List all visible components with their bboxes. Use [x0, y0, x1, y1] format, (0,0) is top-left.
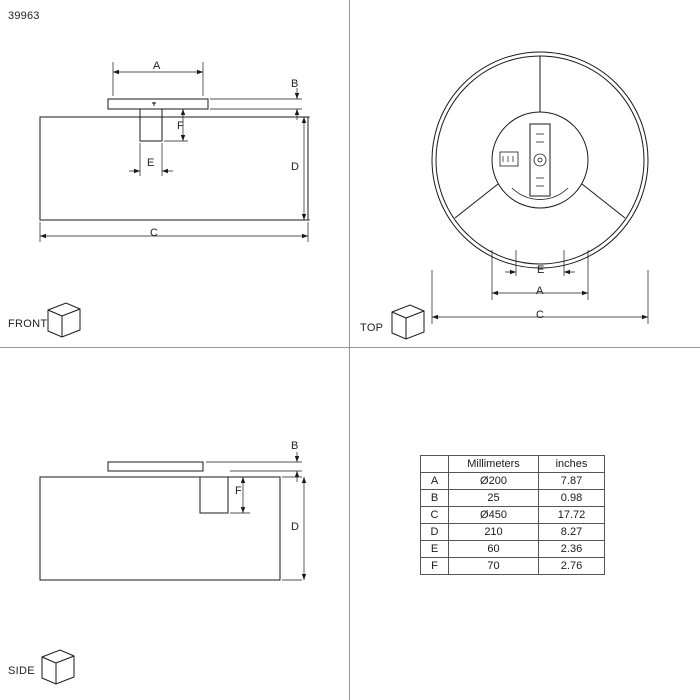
front-dim-f-ext — [164, 109, 188, 141]
part-number: 39963 — [8, 10, 40, 22]
table-cell-mm: 70 — [449, 558, 539, 575]
top-hub-plate — [530, 124, 550, 196]
side-stem — [200, 477, 228, 513]
front-view-label: FRONT — [8, 318, 48, 330]
top-inner-circle — [492, 112, 588, 208]
top-view-cube-icon — [392, 305, 424, 339]
table-cell-mm: 210 — [449, 524, 539, 541]
table-cell-key: D — [421, 524, 449, 541]
table-header-millimeters: Millimeters — [449, 456, 539, 473]
quadrant-divider-horizontal — [0, 347, 700, 348]
front-view-cube-icon — [48, 303, 80, 337]
table-cell-in: 2.36 — [539, 541, 605, 558]
table-row — [421, 541, 605, 558]
table-cell-in: 2.76 — [539, 558, 605, 575]
table-cell-in: 17.72 — [539, 507, 605, 524]
table-cell-in: 0.98 — [539, 490, 605, 507]
table-cell-mm: Ø450 — [449, 507, 539, 524]
table-cell-key: E — [421, 541, 449, 558]
front-plate-detail — [152, 102, 156, 106]
table-header-key — [421, 456, 449, 473]
side-dim-label-b: B — [291, 440, 299, 452]
table-header-row — [421, 456, 605, 473]
front-dim-label-e: E — [147, 157, 155, 169]
front-shade-body — [40, 117, 308, 220]
top-dim-label-e: E — [537, 264, 545, 276]
table-cell-key: C — [421, 507, 449, 524]
table-cell-mm: 25 — [449, 490, 539, 507]
table-row — [421, 558, 605, 575]
side-dim-b-ext — [206, 462, 302, 471]
top-dim-label-c: C — [536, 309, 545, 321]
side-view-cube-icon — [42, 650, 74, 684]
front-canopy-plate — [108, 99, 208, 109]
table-cell-mm: Ø200 — [449, 473, 539, 490]
front-dim-label-d: D — [291, 161, 300, 173]
top-spoke-left — [455, 184, 498, 218]
table-cell-key: B — [421, 490, 449, 507]
front-dim-b-ext — [210, 99, 302, 109]
top-terminal-block — [500, 152, 518, 166]
top-outer-circle-inner — [436, 56, 644, 264]
dimension-table — [420, 455, 605, 575]
top-dim-label-a: A — [536, 285, 544, 297]
front-dim-label-c: C — [150, 227, 159, 239]
table-header-inches: inches — [539, 456, 605, 473]
front-stem — [140, 109, 162, 141]
front-dim-c-ext — [40, 222, 308, 242]
front-dim-label-f: F — [177, 120, 185, 132]
front-dim-d-ext — [302, 117, 310, 220]
table-cell-in: 8.27 — [539, 524, 605, 541]
front-dim-label-b: B — [291, 78, 299, 90]
table-row — [421, 507, 605, 524]
front-dim-label-a: A — [153, 60, 161, 72]
side-dim-label-f: F — [235, 485, 243, 497]
side-canopy-plate — [108, 462, 203, 471]
table-cell-key: A — [421, 473, 449, 490]
side-dim-label-d: D — [291, 521, 300, 533]
table-row — [421, 524, 605, 541]
top-outer-circle — [432, 52, 648, 268]
side-shade-body — [40, 477, 280, 580]
table-cell-mm: 60 — [449, 541, 539, 558]
table-row — [421, 490, 605, 507]
quadrant-divider-vertical — [349, 0, 350, 700]
side-view-label: SIDE — [8, 665, 35, 677]
top-spoke-right — [582, 184, 625, 218]
table-cell-in: 7.87 — [539, 473, 605, 490]
top-view-label: TOP — [360, 322, 384, 334]
table-row — [421, 473, 605, 490]
table-cell-key: F — [421, 558, 449, 575]
